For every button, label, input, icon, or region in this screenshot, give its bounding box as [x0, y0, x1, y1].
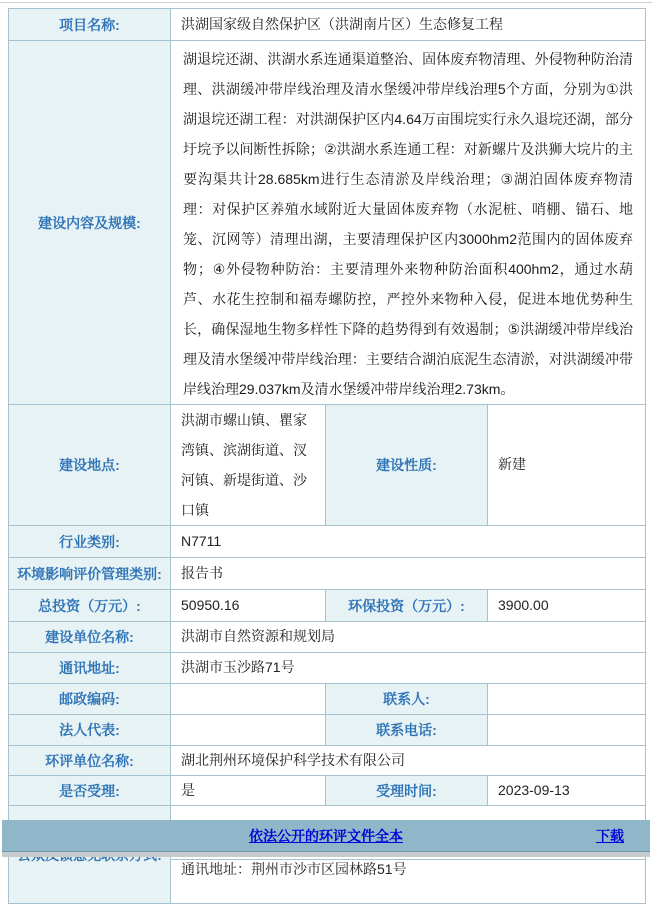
label-project-name: 项目名称:: [9, 9, 171, 41]
value-eia-agency: 湖北荆州环境保护科学技术有限公司: [171, 746, 646, 776]
download-link[interactable]: 下载: [596, 828, 624, 844]
label-accepted: 是否受理:: [9, 776, 171, 806]
value-project-name: 洪湖国家级自然保护区（洪湖南片区）生态修复工程: [171, 9, 646, 41]
row-investment: [9, 590, 646, 622]
row-eia-agency: [9, 746, 646, 776]
label-env-investment: 环保投资（万元）:: [326, 590, 488, 622]
label-contact-person: 联系人:: [326, 684, 488, 715]
value-env-investment: 3900.00: [488, 590, 646, 622]
label-postcode: 邮政编码:: [9, 684, 171, 715]
label-legal-rep: 法人代表:: [9, 715, 171, 746]
value-legal-rep: [171, 715, 326, 746]
footer-bar: [2, 820, 650, 852]
fulltext-document-link[interactable]: 依法公开的环评文件全本: [249, 827, 403, 844]
row-industry: [9, 526, 646, 558]
value-location: 洪湖市螺山镇、瞿家湾镇、滨湖街道、汊河镇、新堤街道、沙口镇: [171, 405, 326, 526]
value-builder: 洪湖市自然资源和规划局: [171, 622, 646, 653]
label-contact-phone: 联系电话:: [326, 715, 488, 746]
label-industry: 行业类别:: [9, 526, 171, 558]
row-project-name: [9, 9, 646, 41]
row-postcode-contact: [9, 684, 646, 715]
value-contact-phone: [488, 715, 646, 746]
row-construction-content: [9, 41, 646, 405]
row-acceptance: [9, 776, 646, 806]
top-divider: [0, 2, 652, 3]
label-eia-category: 环境影响评价管理类别:: [9, 558, 171, 590]
value-builder-address: 洪湖市玉沙路71号: [171, 653, 646, 684]
label-eia-agency: 环评单位名称:: [9, 746, 171, 776]
value-nature: 新建: [488, 405, 646, 526]
value-postcode: [171, 684, 326, 715]
label-location: 建设地点:: [9, 405, 171, 526]
feedback-address: 通讯地址：荆州市沙市区园林路51号: [171, 859, 645, 880]
row-legal-phone: [9, 715, 646, 746]
label-nature: 建设性质:: [326, 405, 488, 526]
eia-project-table: [8, 8, 646, 904]
row-builder: [9, 622, 646, 653]
value-industry: N7711: [171, 526, 646, 558]
value-construction-content: 湖退垸还湖、洪湖水系连通渠道整治、固体废弃物清理、外侵物种防治清理、洪湖缓冲带岸线治理及清水堡缓冲带岸线治理5个方面，分别为①洪湖退垸还湖工程：对洪湖保护区内4.64万亩围垸实行永久退垸还湖，部分圩垸予以间断性拆除；②洪湖水系连通工程：对新螺片及洪狮大垸片的主要沟渠共计28.685km进行生态清淤及岸线治理；③湖泊固体废弃物清理：对保护区养殖水域附近大量固体废弃物（水泥桩、哨棚、锚石、地笼、沉网等）清理出湖，主要清理保护区内3000hm2范围内的固体废弃物；④外侵物种防治：主要清理外来物种防治面积400hm2，通过水葫芦、水花生控制和福寿螺防控，严控外来物种入侵，促进本地优势种生长，确保湿地生物多样性下降的趋势得到有效遏制；⑤洪湖缓冲带岸线治理及清水堡缓冲带岸线治理：主要结合湖泊底泥生态清淤，对洪湖缓冲带岸线治理29.037km及清水堡缓冲带岸线治理2.73km。: [171, 41, 646, 405]
label-builder-address: 通讯地址:: [9, 653, 171, 684]
row-builder-address: [9, 653, 646, 684]
value-eia-category: 报告书: [171, 558, 646, 590]
footer-bottom-strip: [2, 852, 650, 857]
value-contact-person: [488, 684, 646, 715]
value-accepted: 是: [171, 776, 326, 806]
value-accept-date: 2023-09-13: [488, 776, 646, 806]
value-total-investment: 50950.16: [171, 590, 326, 622]
label-total-investment: 总投资（万元）:: [9, 590, 171, 622]
row-eia-category: [9, 558, 646, 590]
row-location-nature: [9, 405, 646, 526]
label-accept-date: 受理时间:: [326, 776, 488, 806]
label-builder: 建设单位名称:: [9, 622, 171, 653]
label-construction-content: 建设内容及规模:: [9, 41, 171, 405]
